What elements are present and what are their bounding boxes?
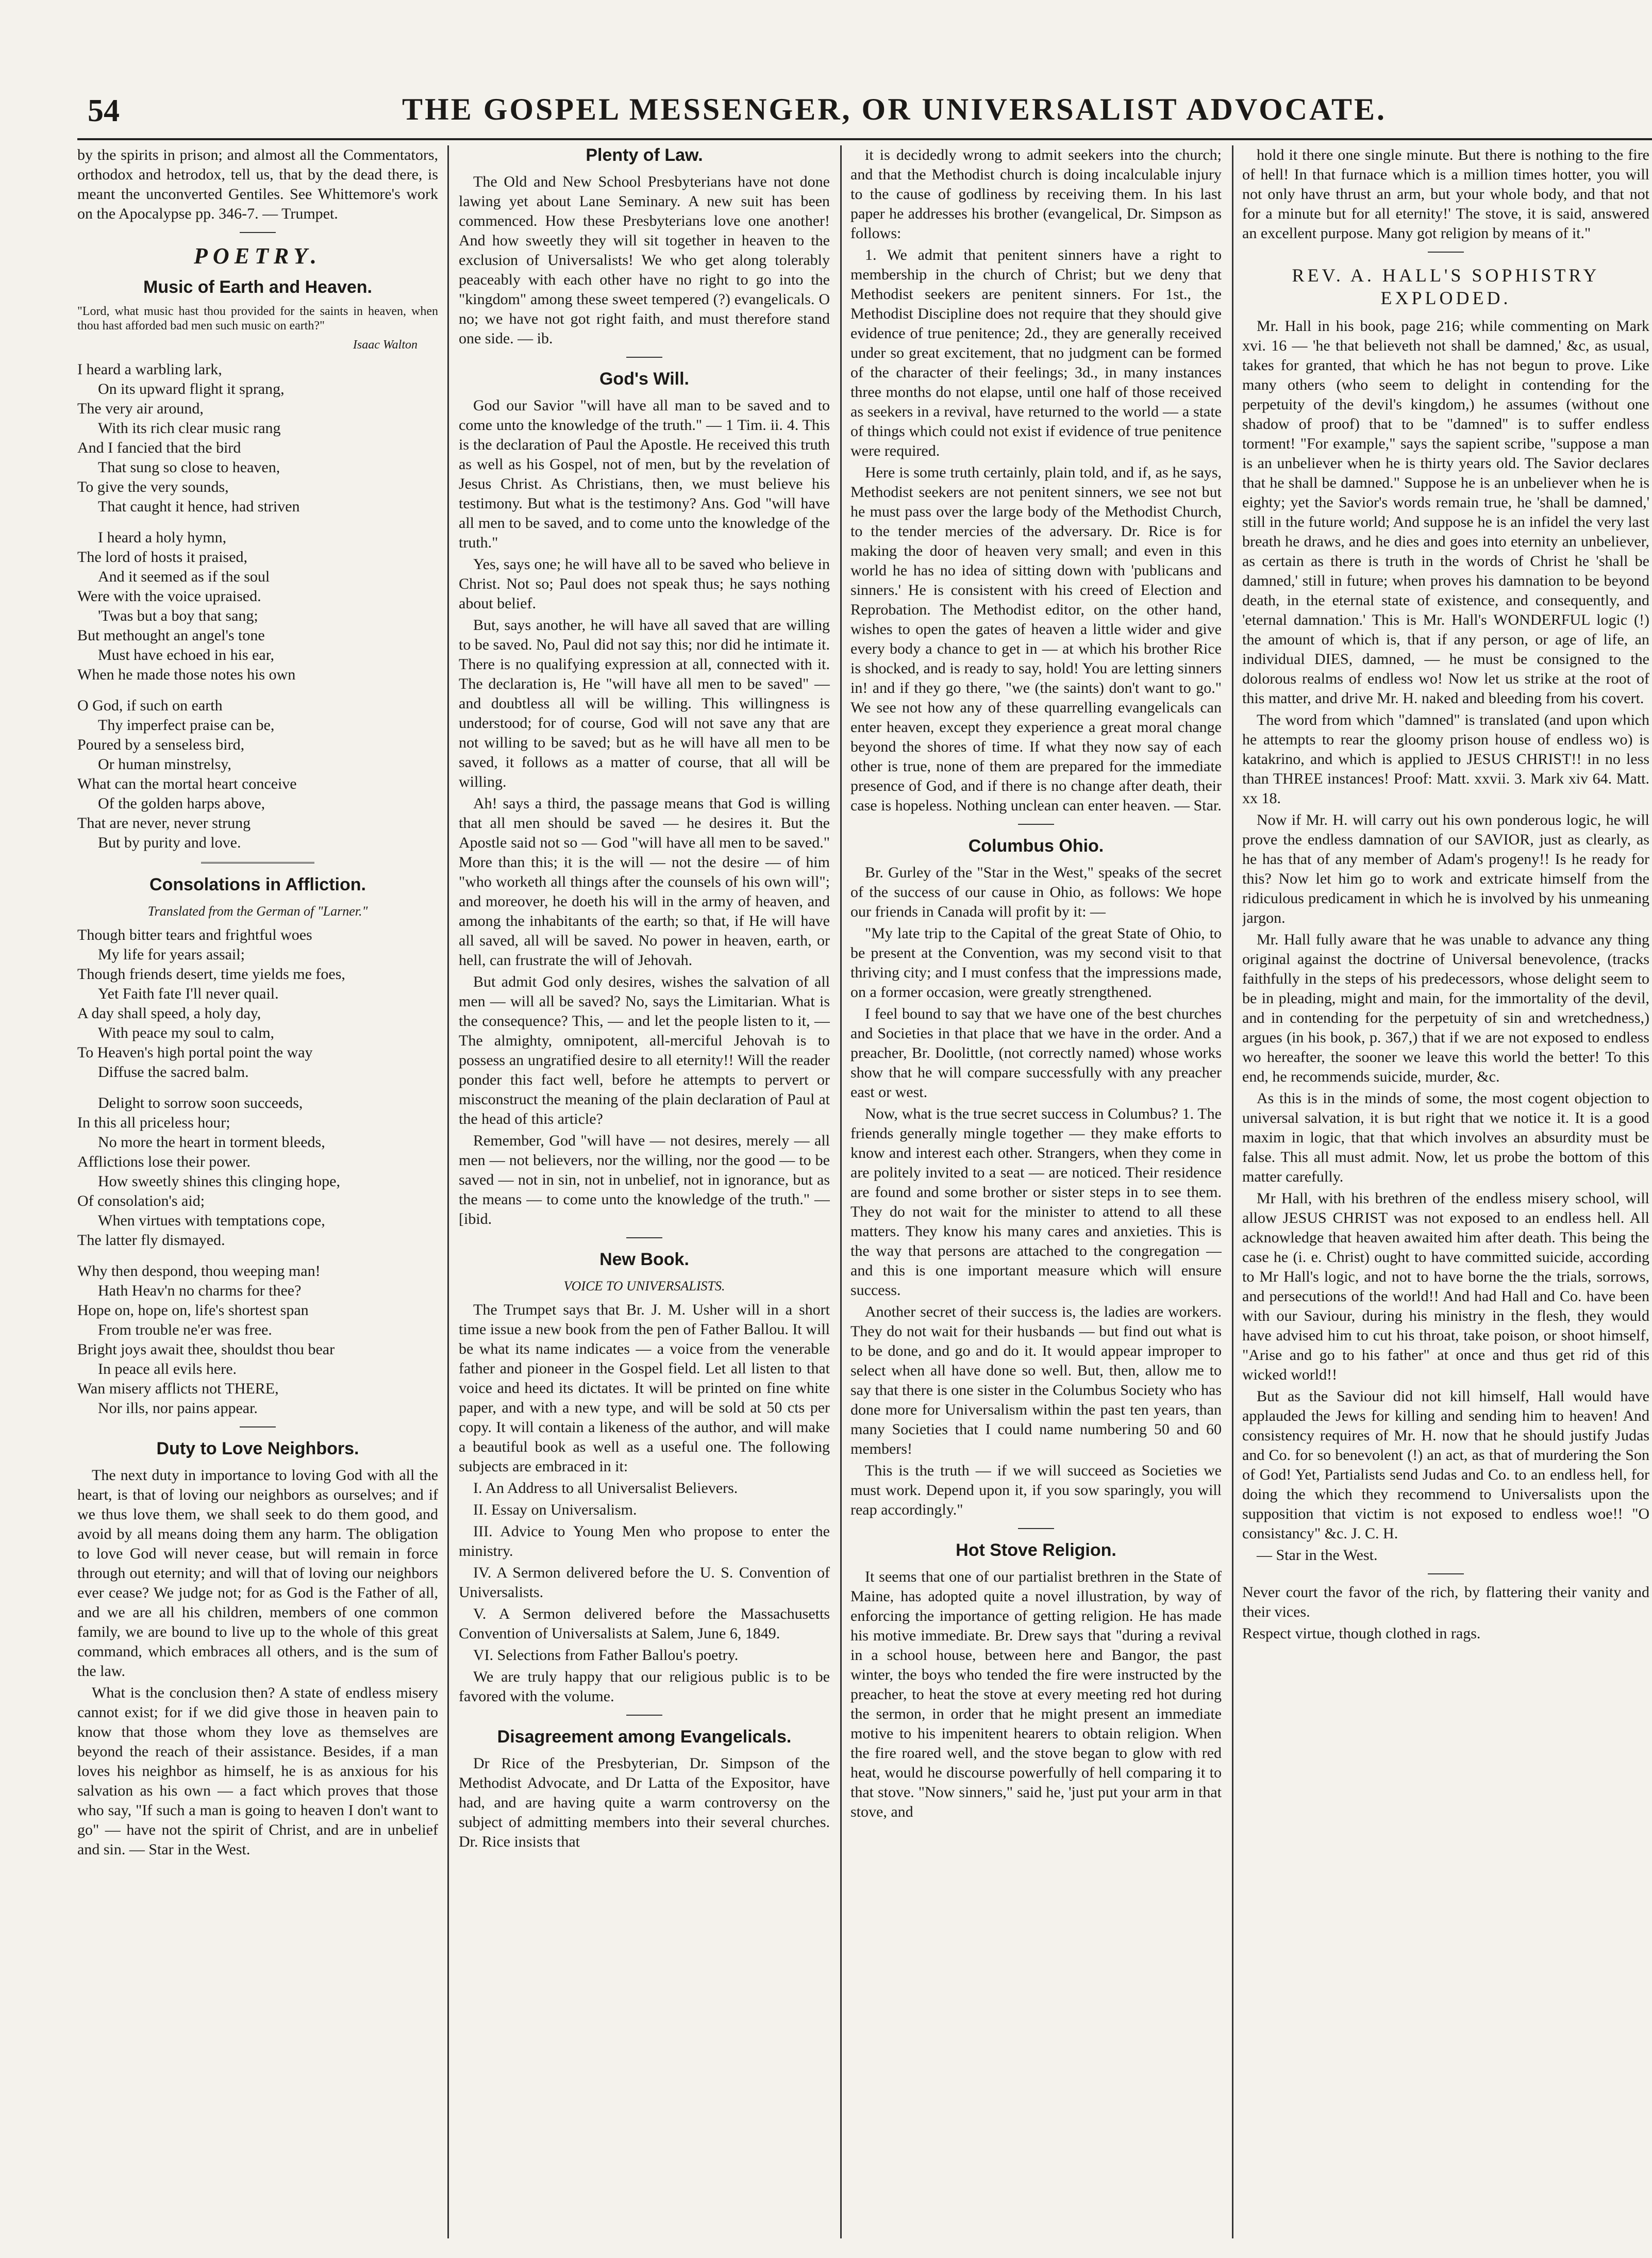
poem-line: That are never, never strung [77,815,251,832]
paragraph: V. A Sermon delivered before the Massachusetts Convention of Universalists at Salem, June 6, 1849. [459,1605,830,1642]
poem-line: 'Twas but a boy that sang; [98,607,258,624]
poem-line: Of consolation's aid; [77,1192,205,1209]
poem-line: Though bitter tears and frightful woes [77,926,312,943]
paragraph: What is the conclusion then? A state of endless misery cannot exist; for if we did give those in heaven pain to know that those whom they love as themselves are beyond the reach of their assistance. Besides, if a man loves his neighbor as himself, he is as anxious for his salvation as his own — a fact which proves that those who say, "If such a man is going to heaven I don't want to go" — have not the spirit of Christ, and are in unbelief and sin. — Star in the West. [77,1684,438,1858]
divider [240,232,276,233]
paragraph: Now if Mr. H. will carry out his own ponderous logic, he will prove the endless damnation of our SAVIOR, just as clearly, as he has that of any member of Adam's progeny!! Is he ready for this? Now let him go to work and extricate himself from the ridiculous predicament in which he is involved by his unmeaning jargon. [1242,811,1649,926]
paragraph: The Trumpet says that Br. J. M. Usher will in a short time issue a new book from the pen of Father Ballou. It will be what its name indicates — a voice from the venerable father and pioneer in the Gospel field. Let all listen to that voice and heed its dictates. It will be printed on fine white paper, and with a new type, and will be sold at 50 cts per copy. It will contain a likeness of the author, and will make a beautiful book as well as a useful one. The following subjects are embraced in it: [459,1301,830,1475]
newspaper-page [77,77,1652,2258]
poem-line: The latter fly dismayed. [77,1232,225,1249]
article-body [77,1466,438,1859]
column-4 [1242,145,1649,2238]
poem-title: Music of Earth and Heaven. [143,277,372,297]
paragraph: Ah! says a third, the passage means that God is willing that all men should be saved — he desires it. But the Apostle said not so — God "will have all men to be saved." More than this; it is the will — not the desire — of him "who worketh all things after the counsels of his own will"; and moreover, he doeth his will in the army of heaven, and among the inhabitants of the earth; so that, if He will have all saved, all will be saved. No power in heaven, earth, or hell, can frustrate the will of Jehovah. [459,795,830,969]
poem-line: Bright joys await thee, shouldst thou bear [77,1341,335,1358]
poem-line: Yet Faith fate I'll never quail. [98,985,279,1002]
paragraph: IV. A Sermon delivered before the U. S. Convention of Universalists. [459,1564,830,1601]
divider [1018,824,1054,825]
masthead: THE GOSPEL MESSENGER, OR UNIVERSALIST ADVOCATE. [402,92,1387,126]
paragraph: Mr Hall, with his brethren of the endless misery school, will allow JESUS CHRIST was not exposed to an endless hell. All acknowledge that heaven awaited him after death. This being the case he (i. e. Christ) ought to have committed suicide, according to Mr Hall's logic, and not to have borne the the trials, sorrows, and persecutions of the world!! And had Hall and Co. have been with our Saviour, during his ministry in the flesh, they would have advised him to cut his throat, take poison, or shoot himself, "Arise and go to his father" at once and thus get rid of this wicked world!! [1242,1190,1649,1383]
column-rule [840,145,842,2238]
column-3 [850,145,1222,2238]
poem-line: How sweetly shines this clinging hope, [98,1173,340,1190]
poem-line: And it seemed as if the soul [98,568,270,585]
poem-line: Or human minstrelsy, [98,756,231,773]
divider [1428,1573,1464,1574]
divider [201,862,314,864]
poem-line: To give the very sounds, [77,478,229,495]
divider [626,1237,662,1238]
divider [1018,1528,1054,1529]
paragraph: I. An Address to all Universalist Believers. [473,1480,738,1497]
page-number: 54 [88,93,120,128]
header-rule [77,138,1652,140]
column-rule [447,145,449,2238]
paragraph: III. Advice to Young Men who propose to enter the ministry. [459,1523,830,1559]
article-body [850,863,1222,1520]
paragraph: We are truly happy that our religious public is to be favored with the volume. [459,1668,830,1705]
divider [626,1715,662,1716]
poem-line: But methought an angel's tone [77,627,265,644]
paragraph: Dr Rice of the Presbyterian, Dr. Simpson of the Methodist Advocate, and Dr Latta of the Expositor, have had, and are having quite a warm controversy on the subject of admitting members into their several churches. Dr. Rice insists that [459,1755,830,1850]
poem-line: Poured by a senseless bird, [77,736,245,753]
article-title: God's Will. [599,369,689,389]
poem-line: Were with the voice upraised. [77,588,261,605]
divider [240,1426,276,1427]
poem-line: Hath Heav'n no charms for thee? [98,1282,302,1299]
article-body [459,396,830,1229]
paragraph: Remember, God "will have — not desires, merely — all men — not believers, nor the willing, nor the good — to be saved — not in sin, not in unbelief, not in ignorance, but as the means — to come unto the knowledge of the truth." — [ibid. [459,1132,830,1227]
poem-line: Delight to sorrow soon succeeds, [98,1094,303,1111]
paragraph: "My late trip to the Capital of the great State of Ohio, to be present at the Convention, was my second visit to that thriving city; and I must confess that the impressions made, on a former occasion, were greatly strengthened. [850,925,1222,1001]
continued-text: by the spirits in prison; and almost all the Commentators, orthodox and hetrodox, tell us, that by the dead there, is meant the unconverted Gentiles. See Whittemore's work on the Apocalypse pp. 346-7. — Trumpet. [77,146,438,222]
poem-line: That sung so close to heaven, [98,459,280,476]
article-subtitle: VOICE TO UNIVERSALISTS. [563,1279,725,1293]
epigraph-attribution: Isaac Walton [353,338,418,352]
poem-line: A day shall speed, a holy day, [77,1005,261,1022]
paragraph: But as the Saviour did not kill himself, Hall would have applauded the Jews for killing and sending him to heaven! And consistency requires of Mr. H. now that he should justify Judas and Co. for so benevolent (!) an act, as that of murdering the Son of God! Yet, Partialists send Judas and Co. to an endless hell, for doing the which they recommend to Universalists upon the supposition that victim is not exposed to endless woe!! "O consistancy" &c. J. C. H. [1242,1388,1649,1542]
article-body [1242,317,1649,1565]
paragraph: But admit God only desires, wishes the salvation of all men — will all be saved? No, says the Limitarian. What is the consequence? This, — and let the people listen to it, — The almighty, omnipotent, all-merciful Jehovah is to possess an ungratified desire to all eternity!! Will the reader ponder this fact well, before he attempts to pervert or misconstruct the meaning of the plain declaration of Paul at the head of this article? [459,973,830,1127]
poem-line: Must have echoed in his ear, [98,646,275,663]
divider [626,357,662,358]
paragraph: Br. Gurley of the "Star in the West," speaks of the secret of the success of our cause in Ohio, as follows: We hope our friends in Canada will profit by it: — [850,864,1222,920]
article-body [850,145,1222,816]
article-title: Columbus Ohio. [968,836,1104,856]
poem-line: Of the golden harps above, [98,795,265,812]
poem-line: In this all priceless hour; [77,1114,230,1131]
poem-line: I heard a holy hymn, [98,529,227,546]
article-title: REV. A. HALL'S SOPHISTRY EXPLODED. [1292,265,1600,308]
notes [1242,1583,1649,1643]
paragraph: it is decidedly wrong to admit seekers into the church; and that the Methodist church is doing incalculable injury to the cause of godliness by receiving them. In his last paper he addresses his brother (evangelical, Dr. Simpson as follows: [850,146,1222,242]
stanza-break [77,685,438,696]
poem-line: And I fancied that the bird [77,439,241,456]
paragraph: Here is some truth certainly, plain told, and if, as he says, Methodist seekers are not penitent sinners, we see not but he must pass over the large body of the Methodist Church, to the tender mercies of the adversary. Dr. Rice is for making the door of heaven very small; and even in this world he has no idea of sitting down with 'publicans and sinners.' He is consistent with his creed of Election and Reprobation. The Methodist editor, on the other hand, wishes to open the gates of heaven a little wider and give every body a chance to get in — at which his brother Rice is shocked, and is ready to say, hold! You are letting sinners in! and if they go there, "we (the saints) don't want to go." We see not how any of these quarrelling evangelicals can enter heaven, except they experience a great moral change beyond the shores of time. If what they now say of each other is true, none of them are prepared for the immediate presence of God, and if there is no change after death, their case is hopeless. Nothing unclean can enter heaven. — Star. [850,464,1222,814]
article-title: Disagreement among Evangelicals. [497,1727,792,1747]
poem-line: The lord of hosts it praised, [77,549,247,566]
poem-line: What can the mortal heart conceive [77,775,297,792]
poem-line: In peace all evils here. [98,1360,237,1377]
poem-line: I heard a warbling lark, [77,361,222,378]
paragraph: I feel bound to say that we have one of the best churches and Societies in that place that we have in the order. And a preacher, Br. Doolittle, (not correctly named) whose works show that he will compare successfully with any preacher east or west. [850,1005,1222,1101]
article-body [1242,145,1649,243]
poem-line: On its upward flight it sprang, [98,380,285,397]
poem-line: From trouble ne'er was free. [98,1321,272,1338]
article-body [459,172,830,348]
poem-title: Consolations in Affliction. [149,875,366,894]
article-title: New Book. [599,1250,689,1269]
paragraph: As this is in the minds of some, the most cogent objection to universal salvation, it is but right that we notice it. It is a good maxim in logic, that that which involves an absurdity must be false. This all must admit. Now, let us probe the bottom of this matter carefully. [1242,1090,1649,1185]
poem-line: When he made those notes his own [77,666,296,683]
article-title: Plenty of Law. [586,145,703,165]
article-body [459,1754,830,1852]
paragraph: The next duty in importance to loving God with all the heart, is that of loving our neighbors as ourselves; and if we thus love them, we shall seek to do them good, and avoid by all means doing them any harm. The obligation to love God will never cease, but will remain in force through out eternity; and will that of loving our neighbors ever cease? We judge not; for as God is the Father of all, and we are all his children, members of one common family, we are bound to live up to the whole of this great command, which embraces all others, and is the sum of the law. [77,1467,438,1680]
stanza-break [77,517,438,528]
paragraph: But, says another, he will have all saved that are willing to be saved. No, Paul did not say this; nor did he intimate it. There is no qualifying expression at all, connected with it. The declaration is, He "will have all men to be saved" — and doubtless all will be willing. This willingness is understood; for of course, God will not save any that are not willing to be saved; but as he will have all men to be saved, it follows as a matter of course, that all will be willing. [459,617,830,790]
paragraph: Mr. Hall fully aware that he was unable to advance any thing original against the doctrine of Universal benevolence, (tracks faithfully in the steps of his predecessors, whose delight seem to be in pleading, might and main, for the immortality of the devil, and in contending for the perpetuity of sin and wretchedness,) argues (in his book, p. 367,) that if we are not exposed to endless wo hereafter, the sooner we leave this world the better! To this end, he recommends suicide, murder, &c. [1242,931,1649,1085]
poem-line: With peace my soul to calm, [98,1024,275,1041]
poem-epigraph: "Lord, what music hast thou provided for the saints in heaven, when thou hast afforded bad men such music on earth?" [77,305,438,333]
poem-line: Why then despond, thou weeping man! [77,1263,321,1280]
paragraph: II. Essay on Universalism. [473,1501,637,1518]
poem-lines [77,360,438,853]
paragraph: 1. We admit that penitent sinners have a right to membership in the church of Christ; but we deny that Methodist seekers are penitent sinners. For 1st., the Methodist Discipline does not require that they should give evidence of true penitence; 2d., they are generally received under so great excitement, that no judgment can be formed of the character of their feelings; 3d., in many instances three months do not elapse, until one half of those received as seekers in a revival, have returned to the world — a state of things which could not exist if evidence of true penitence were required. [850,246,1222,459]
note: Never court the favor of the rich, by flattering their vanity and their vices. [1242,1584,1649,1620]
paragraph: God our Savior "will have all man to be saved and to come unto the knowledge of the truth." — 1 Tim. ii. 4. This is the declaration of Paul the Apostle. He received this truth as well as his Gospel, not of men, but by the revelation of Jesus Christ. As Christians, then, we must believe his testimony. But what is the testimony? Ans. God "will have all men to be saved, and to come unto the knowledge of the truth." [459,397,830,551]
paragraph: hold it there one single minute. But there is nothing to the fire of hell! In that furnace which is a million times hotter, you will not only have thrust an arm, but your whole body, and that not for a minute but for all eternity!' The stove, it is said, answered an excellent purpose. Many got religion by means of it." [1242,146,1649,242]
stanza-break [77,1082,438,1093]
stanza-break [77,1250,438,1261]
section-heading-poetry: POETRY. [193,243,322,269]
column-rule [1232,145,1233,2238]
paragraph: The word from which "damned" is translated (and upon which he attempts to rear the gloomy prison house of endless wo) is katakrino, and which is applied to JESUS CHRIST!! in no less than THREE instances! Proof: Matt. xxvii. 3. Mark xiv 64. Matt. xx 18. [1242,711,1649,807]
poem-line: To Heaven's high portal point the way [77,1044,313,1061]
paragraph: VI. Selections from Father Ballou's poetry. [473,1647,739,1664]
divider [1428,252,1464,253]
paragraph: This is the truth — if we will succeed as Societies we must work. Depend upon it, if you sow sparingly, you will reap accordingly." [850,1462,1222,1518]
paragraph: — Star in the West. [1257,1547,1378,1564]
poem-line: No more the heart in torment bleeds, [98,1134,325,1151]
poem-line: O God, if such on earth [77,697,223,714]
article-body [850,1567,1222,1822]
poem-line: Nor ills, nor pains appear. [98,1400,258,1417]
poem-line: When virtues with temptations cope, [98,1212,325,1229]
article-body [459,1300,830,1706]
paragraph: Mr. Hall in his book, page 216; while commenting on Mark xvi. 16 — 'he that believeth not shall be damned,' &c, as usual, takes for granted, that which he has not begun to prove. Like many others (who seem to delight in contending for the perpetuity of the devil's kingdom,) he assumes (without one shadow of proof) that to be "damned" is to suffer endless torment! "For example," says the sapient scribe, "suppose a man is an unbeliever when he is thirty years old. The Savior declares that he shall be damned." Suppose he is an unbeliever when he is eighty; yet the Savior's words remain true, he 'shall be damned,' still in the future world; And suppose he is an infidel the very last breath he draws, and he dies and goes into eternity an unbeliever, as certain as there is truth in the words of Christ he 'shall be damned,' still in future; when proves his damnation to be beyond death, in the eternal state of existence, and consequently, and 'eternal damnation.' This is Mr. Hall's WONDERFUL logic (!) the amount of which is, that if any person, or age of life, an individual DIES, damned, — he must be consigned to the dolorous realms of endless wo! Now let us strike at the root of this matter, and drive Mr. H. naked and bleeding from his covert. [1242,318,1649,707]
article-title: Hot Stove Religion. [956,1540,1116,1560]
poem-line: Wan misery afflicts not THERE, [77,1380,279,1397]
poem-line: With its rich clear music rang [98,420,281,437]
paragraph: Another secret of their success is, the ladies are workers. They do not wait for their husbands — but find out what is to be done, and go and do it. It would appear improper to select when all have done so well. But, then, allow me to say that there is one sister in the Columbus Society who has done more for Universalism within the past ten years, than many Societies that I could name numbering 50 and 60 members! [850,1303,1222,1457]
poem-line: The very air around, [77,400,204,417]
paragraph: Yes, says one; he will have all to be saved who believe in Christ. Not so; Paul does not speak thus; he says nothing about belief. [459,556,830,612]
poem-line: Thy imperfect praise can be, [98,717,275,734]
paragraph: The Old and New School Presbyterians have not done lawing yet about Lane Seminary. A new suit has been commenced. How these Presbyterians love one another! And how sweetly they will sit together in heaven to the exclusion of Universalists! We who get along tolerably peaceably with each other have no right to go into the "kingdom" among these sweet tempered (?) evangelicals. O no; we have not got right faith, and must therefore stand one side. — ib. [459,173,830,347]
poem-line: Diffuse the sacred balm. [98,1064,249,1081]
poem-line: Though friends desert, time yields me foes, [77,966,345,983]
poem-line: My life for years assail; [98,946,245,963]
poem-line: Hope on, hope on, life's shortest span [77,1302,309,1319]
poem-subtitle: Translated from the German of "Larner." [147,904,368,919]
paragraph: Now, what is the true secret success in Columbus? 1. The friends generally mingle together — they make efforts to know and interest each other. Strangers, when they come in are politely invited to a seat — are noticed. Their residence are found and some brother or sister steps in to see them. They do not wait for the minister to attend to all these matters. They know his many cares and anxieties. This is the way that persons are attached to the congregation — and this is one important measure which will ensure success. [850,1105,1222,1299]
poem-line: Afflictions lose their power. [77,1153,251,1170]
poem-lines [77,925,438,1418]
article-title: Duty to Love Neighbors. [156,1439,359,1458]
poem-line: But by purity and love. [98,834,241,851]
poem-line: That caught it hence, had striven [98,498,300,515]
column-1 [77,145,438,2238]
column-2 [459,145,830,2238]
paragraph: It seems that one of our partialist brethren in the State of Maine, has adopted quite a novel illustration, by way of enforcing the importance of getting religion. He has made his motive immediate. Br. Drew says that "during a revival in a school house, between here and Bangor, the past winter, the boys who tended the fire were instructed by the preacher, to heat the stove at every meeting red hot during the sermon, in order that he might present an immediate motive to his impenitent hearers to obtain religion. When the fire roared well, and the stove began to glow with red heat, would he discourse powerfully of hell comparing it to that stove. "Now sinners," said he, 'just put your arm in that stove, and [850,1568,1222,1820]
note: Respect virtue, though clothed in rags. [1242,1625,1481,1642]
